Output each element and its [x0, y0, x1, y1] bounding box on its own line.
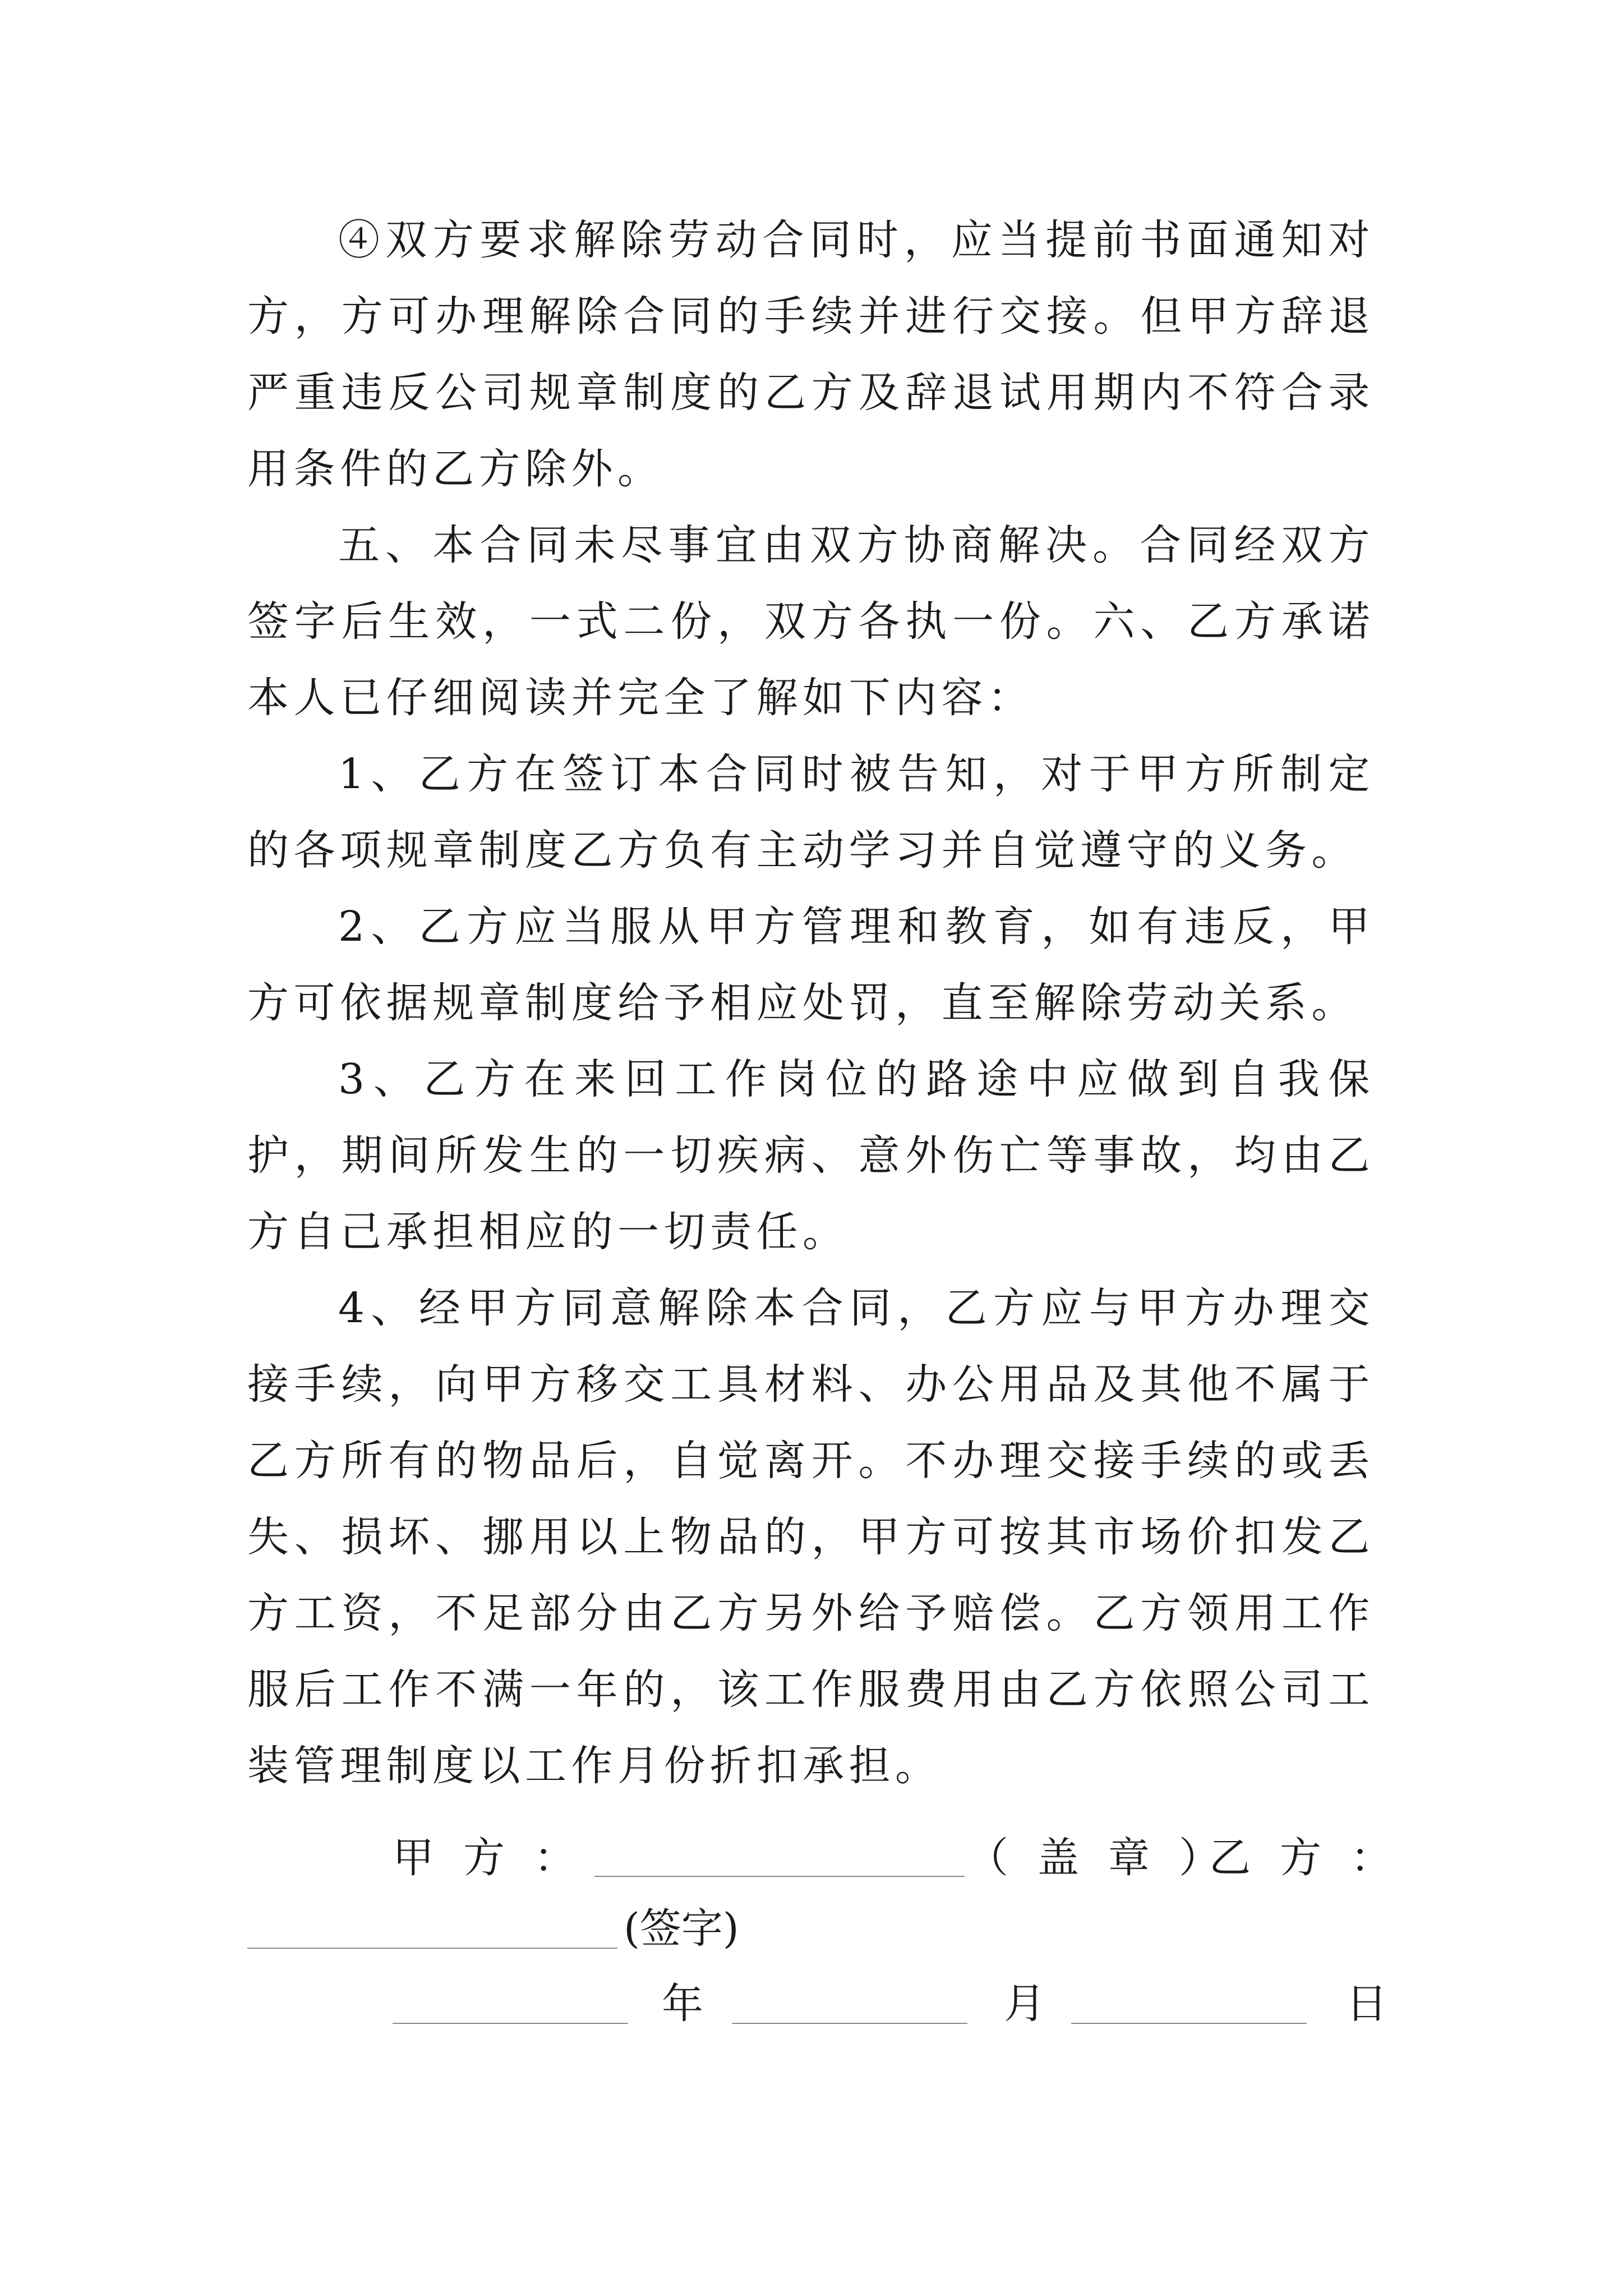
- paragraph-termination-notice: ④双方要求解除劳动合同时，应当提前书面通知对方，方可办理解除合同的手续并进行交接。但甲方辞退严重违反公司规章制度的乙方及辞退试用期内不符合录用条件的乙方除外。: [247, 216, 1375, 493]
- party-a-blank-line: [594, 1876, 965, 1877]
- year-label: 年: [662, 1980, 703, 2028]
- paragraph-item-1: 1、乙方在签订本合同时被告知，对于甲方所制定的各项规章制度乙方负有主动学习并自觉遵守的义务。: [247, 750, 1375, 875]
- party-b-label: 乙方：: [1209, 1834, 1421, 1882]
- party-b-blank-line: [247, 1948, 617, 1949]
- paragraph-section-five: 五、本合同未尽事宜由双方协商解决。合同经双方签字后生效，一式二份，双方各执一份。六、乙方承诺本人已仔细阅读并完全了解如下内容：: [247, 521, 1375, 722]
- month-label: 月: [1004, 1980, 1045, 2028]
- sign-label: (签字): [624, 1904, 739, 1953]
- year-blank-line: [393, 2023, 628, 2024]
- contract-body: [247, 202, 1375, 1804]
- paragraph-item-4: 4、经甲方同意解除本合同，乙方应与甲方办理交接手续，向甲方移交工具材料、办公用品及其他不属于乙方所有的物品后，自觉离开。不办理交接手续的或丢失、损坏、挪用以上物品的，甲方可按其市场价扣发乙方工资，不足部分由乙方另外给予赔偿。乙方领用工作服后工作不满一年的，该工作服费用由乙方依照公司工装管理制度以工作月份折扣承担。: [247, 1284, 1375, 1790]
- day-label: 日: [1346, 1980, 1387, 2028]
- month-blank-line: [732, 2023, 967, 2024]
- paragraph-item-3: 3、乙方在来回工作岗位的路途中应做到自我保护，期间所发生的一切疾病、意外伤亡等事故，均由乙方自己承担相应的一切责任。: [247, 1055, 1375, 1256]
- day-blank-line: [1071, 2023, 1307, 2024]
- seal-label: （盖章）: [967, 1834, 1249, 1882]
- party-a-label: 甲方：: [393, 1834, 605, 1882]
- paragraph-item-2: 2、乙方应当服从甲方管理和教育，如有违反，甲方可依据规章制度给予相应处罚，直至解除劳动关系。: [247, 903, 1375, 1027]
